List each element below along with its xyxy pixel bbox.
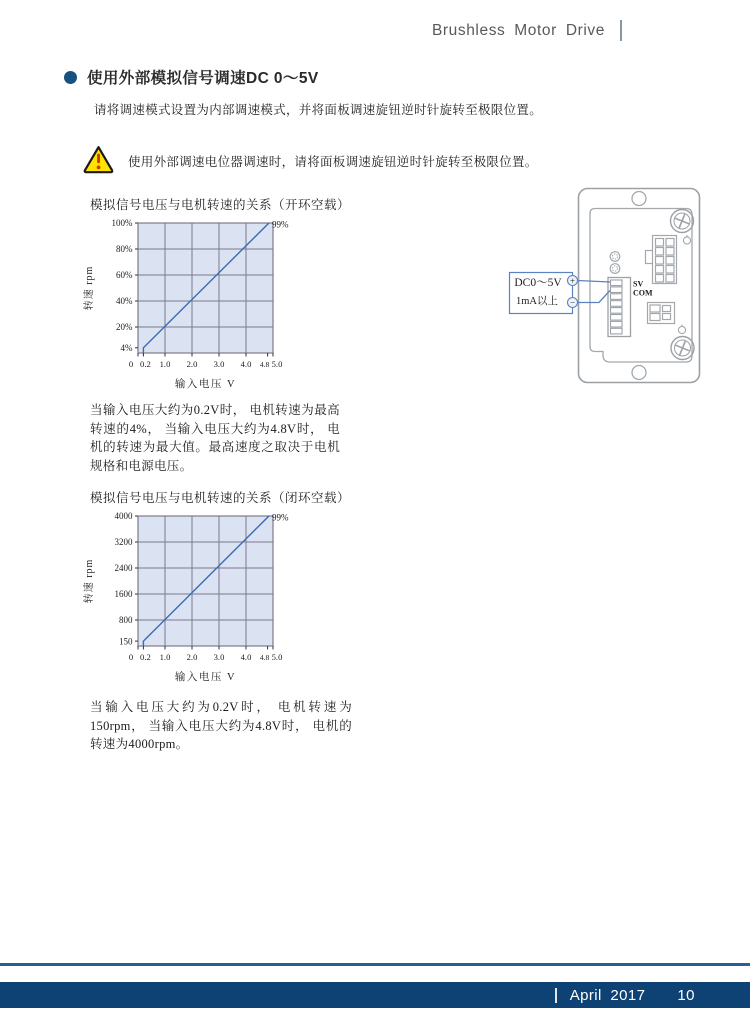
mounting-hole-bottom <box>632 366 646 380</box>
drive-panel-wiring-diagram <box>505 182 705 394</box>
header-divider-rule <box>620 20 622 41</box>
intro-text: 请将调速模式设置为内部调速模式，并将面板调速旋钮逆时针旋转至极限位置。 <box>94 103 543 117</box>
line-end-annotation: 99% <box>271 512 289 523</box>
y-tick-label: 60% <box>116 270 133 281</box>
footer-divider <box>555 988 557 1003</box>
x-tick-label: 5.0 <box>271 359 283 369</box>
header-title: Brushless Motor Drive <box>431 21 605 39</box>
y-tick-label: 4% <box>120 343 133 353</box>
dc-source-box <box>510 273 578 314</box>
open-loop-chart <box>76 215 331 393</box>
x-tick-label: 4.0 <box>240 652 252 662</box>
x-tick-label: 0 <box>128 359 134 369</box>
closed-loop-chart-section <box>86 488 356 686</box>
dc-source-label-1: DC0～5V <box>514 277 562 289</box>
plus-sign: + <box>569 275 576 286</box>
power-connector-icon <box>648 303 675 324</box>
y-tick-label: 1600 <box>114 589 133 600</box>
x-tick-label: 3.0 <box>213 652 225 662</box>
x-tick-label: 0.2 <box>140 652 151 662</box>
warning-text: 使用外部调速电位器调速时，请将面板调速旋钮逆时针旋转至极限位置。 <box>128 155 538 169</box>
closed-loop-chart <box>76 508 331 686</box>
x-axis-title: 输入电压 V <box>174 672 237 683</box>
x-tick-label: 0 <box>128 652 134 662</box>
minus-sign: − <box>569 297 576 308</box>
y-tick-label: 40% <box>116 296 133 307</box>
screw-bottom-right-icon <box>671 337 694 360</box>
x-tick-label: 4.0 <box>240 359 252 369</box>
section-bullet-icon <box>64 71 77 84</box>
open-loop-description: 当输入电压大约为0.2V时， 电机转速为最高转速的4%， 当输入电压大约为4.8V时， 电机的转速为最大值。最高速度之取决于电机规格和电源电压。 <box>90 403 340 473</box>
closed-loop-chart-title: 模拟信号电压与电机转速的关系（闭环空载） <box>90 491 351 505</box>
y-axis-title: 转速 rpm <box>84 558 95 604</box>
x-tick-label: 4.8 <box>259 653 270 662</box>
x-axis-title: 输入电压 V <box>174 379 237 390</box>
footer-date: April 2017 <box>569 986 646 1004</box>
y-tick-label: 800 <box>119 615 133 626</box>
x-tick-label: 1.0 <box>159 652 171 662</box>
warning-triangle-icon <box>83 145 114 174</box>
y-tick-label: 150 <box>119 636 133 647</box>
line-end-annotation: 99% <box>271 219 289 230</box>
footer-bar <box>0 982 750 1008</box>
dc-source-label-2: 1mA以上 <box>516 296 558 307</box>
y-tick-label: 100% <box>111 218 133 229</box>
x-tick-label: 3.0 <box>213 359 225 369</box>
terminal-label-sv: SV <box>633 279 644 289</box>
y-tick-label: 80% <box>116 244 133 255</box>
open-loop-chart-section <box>86 195 356 393</box>
page-header <box>432 20 622 41</box>
y-tick-label: 2400 <box>114 563 133 574</box>
x-tick-label: 0.2 <box>140 359 151 369</box>
y-tick-label: 20% <box>116 322 133 333</box>
closed-loop-description: 当输入电压大约为0.2V时， 电机转速为 150rpm， 当输入电压大约为4.8V时， 电机的转速为4000rpm。 <box>90 700 352 751</box>
warning-note <box>83 143 538 174</box>
y-tick-label: 3200 <box>114 537 133 548</box>
y-axis-title: 转速 rpm <box>84 265 95 311</box>
x-tick-label: 2.0 <box>186 359 198 369</box>
mounting-hole-top <box>632 192 646 206</box>
screw-top-right-icon <box>671 210 694 233</box>
x-tick-label: 1.0 <box>159 359 171 369</box>
footer-page-number: 10 <box>677 986 695 1004</box>
y-tick-label: 4000 <box>114 511 133 522</box>
terminal-label-com: COM <box>633 288 653 298</box>
terminal-block-icon <box>608 278 631 337</box>
open-loop-chart-title: 模拟信号电压与电机转速的关系（开环空载） <box>90 198 351 212</box>
section-heading <box>64 66 319 88</box>
footer-rule <box>0 963 750 966</box>
x-tick-label: 2.0 <box>186 652 198 662</box>
x-tick-label: 5.0 <box>271 652 283 662</box>
section-title: 使用外部模拟信号调速DC 0～5V <box>87 70 319 87</box>
x-tick-label: 4.8 <box>259 360 270 369</box>
